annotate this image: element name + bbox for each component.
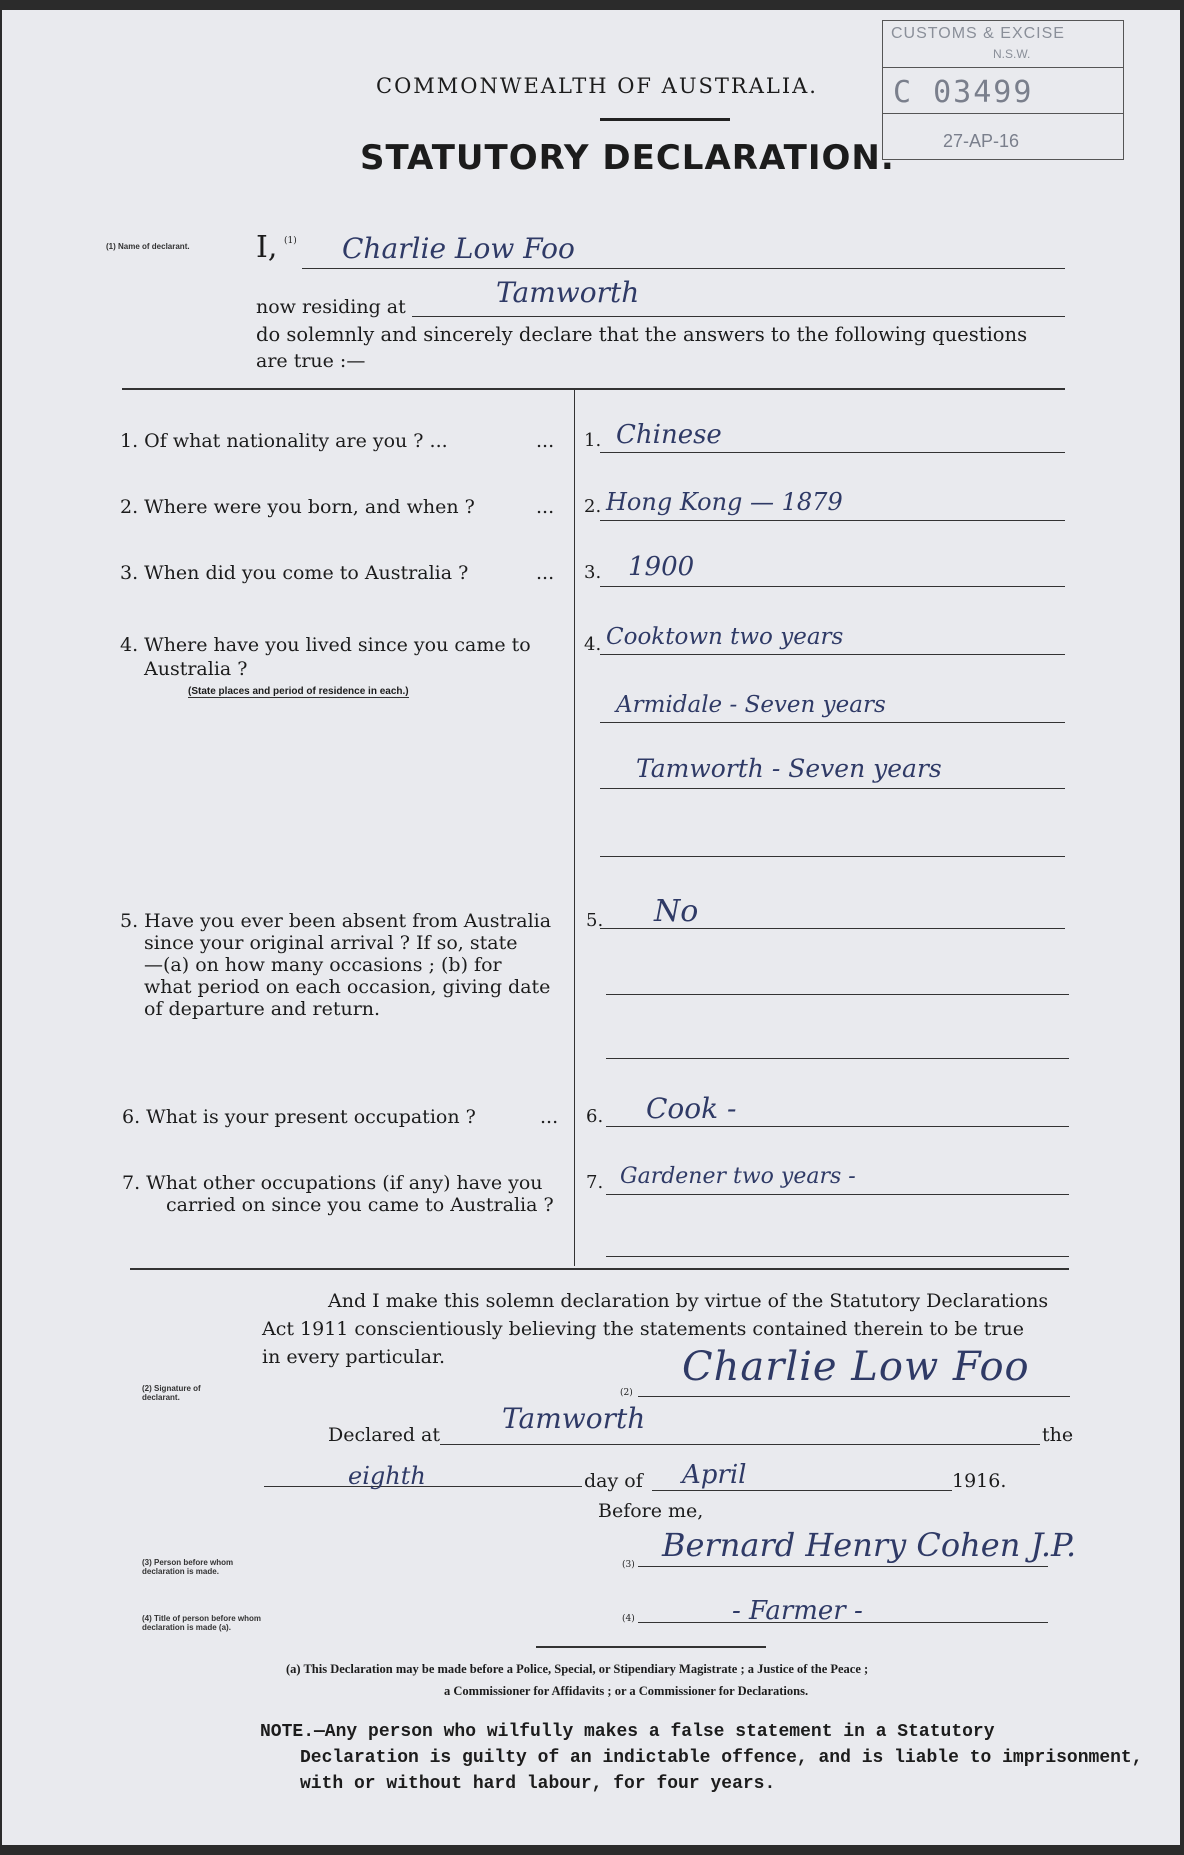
answer-3-number: 3.	[584, 562, 602, 583]
declared-month: April	[682, 1460, 747, 1490]
witness-marker: (3)	[622, 1560, 635, 1570]
day-of-label: day of	[584, 1470, 643, 1492]
customs-stamp	[882, 20, 1124, 160]
question-7: 7. What other occupations (if any) have you	[122, 1172, 543, 1194]
witness-name: Bernard Henry Cohen J.P.	[662, 1526, 1077, 1564]
margin-note-signature-text: (2) Signature of declarant.	[142, 1384, 201, 1402]
question-1-dots: ...	[536, 430, 555, 452]
question-6: 6. What is your present occupation ?	[122, 1106, 476, 1128]
answer-7: Gardener two years -	[620, 1164, 856, 1189]
answer-6: Cook -	[646, 1092, 737, 1125]
table-top-rule	[122, 388, 1065, 390]
answer-4-number: 4.	[584, 634, 602, 655]
footnote-rule	[536, 1646, 766, 1648]
stamp-number: C 03499	[893, 75, 1034, 110]
note-line-1: NOTE.—Any person who wilfully makes a false statement in a Statutory	[260, 1722, 995, 1742]
solemn-line-1: And I make this solemn declaration by virtue of the Statutory Declarations	[328, 1290, 1049, 1312]
the-label: the	[1042, 1424, 1074, 1446]
answer-2: Hong Kong — 1879	[606, 488, 843, 516]
answer-2-number: 2.	[584, 496, 602, 517]
answer-1-number: 1.	[584, 430, 602, 451]
solemn-line-3: in every particular.	[262, 1346, 446, 1368]
declared-day: eighth	[348, 1462, 426, 1490]
question-7-line-2: carried on since you came to Australia ?	[166, 1194, 554, 1216]
question-5-line-4: what period on each occasion, giving date	[144, 976, 551, 998]
declarant-name: Charlie Low Foo	[342, 232, 575, 265]
question-5: 5. Have you ever been absent from Australia	[120, 910, 552, 932]
declaration-page	[2, 10, 1180, 1845]
declare-text-2: are true :—	[256, 350, 366, 372]
margin-note-witness-text: (3) Person before whom declaration is made.	[142, 1558, 234, 1576]
question-4-note: (State places and period of residence in each.)	[188, 686, 409, 697]
table-bottom-rule	[130, 1268, 1069, 1270]
answer-6-number: 6.	[586, 1106, 604, 1127]
question-6-dots: ...	[540, 1106, 559, 1128]
margin-note-declarant: (1) Name of declarant.	[106, 242, 190, 251]
declarant-intro: I,	[256, 230, 278, 265]
declared-at-label: Declared at	[328, 1424, 441, 1446]
answer-5-number: 5.	[586, 910, 604, 931]
answer-4-line-2: Armidale - Seven years	[616, 692, 886, 718]
question-1: 1. Of what nationality are you ? ...	[120, 430, 448, 452]
stamp-line-1: CUSTOMS & EXCISE	[891, 25, 1065, 42]
question-5-line-2: since your original arrival ? If so, state	[144, 932, 518, 954]
question-4: 4. Where have you lived since you came to	[120, 634, 531, 656]
declarant-marker: (1)	[284, 236, 297, 246]
margin-note-title	[142, 1614, 262, 1632]
footnote-line-2: a Commissioner for Affidavits ; or a Commissioner for Declarations.	[444, 1684, 809, 1698]
margin-note-witness	[142, 1558, 262, 1576]
solemn-line-2: Act 1911 conscientiously believing the statements contained therein to be true	[262, 1318, 1025, 1340]
declared-place: Tamworth	[502, 1402, 646, 1435]
declarant-signature: Charlie Low Foo	[682, 1344, 1030, 1390]
residence-value: Tamworth	[496, 276, 640, 309]
residing-label: now residing at	[256, 296, 406, 318]
answer-7-number: 7.	[586, 1172, 604, 1193]
footnote-line-1: (a) This Declaration may be made before a Police, Special, or Stipendiary Magistrate ; a Justice of the Peace ;	[286, 1662, 869, 1676]
page-title: STATUTORY DECLARATION.	[360, 138, 895, 178]
declare-text-1: do solemnly and sincerely declare that the answers to the following questions	[256, 323, 1028, 346]
witness-title: - Farmer -	[732, 1596, 863, 1626]
answer-1: Chinese	[616, 420, 722, 450]
stamp-line-2: N.S.W.	[993, 47, 1031, 61]
question-3-dots: ...	[536, 562, 555, 584]
question-5-line-3: —(a) on how many occasions ; (b) for	[144, 954, 502, 976]
margin-note-signature	[142, 1384, 222, 1402]
before-me-label: Before me,	[598, 1500, 704, 1522]
answer-5: No	[654, 894, 699, 929]
declared-year: 1916.	[952, 1470, 1007, 1492]
question-2-dots: ...	[536, 496, 555, 518]
signature-marker: (2)	[620, 1388, 633, 1398]
commonwealth-heading: COMMONWEALTH OF AUSTRALIA.	[376, 74, 818, 98]
answer-4-line-3: Tamworth - Seven years	[636, 754, 942, 783]
title-marker: (4)	[622, 1614, 635, 1624]
question-2: 2. Where were you born, and when ?	[120, 496, 475, 518]
question-5-line-5: of departure and return.	[144, 998, 381, 1020]
note-line-2: Declaration is guilty of an indictable offence, and is liable to imprisonment,	[300, 1748, 1143, 1768]
note-line-3: with or without hard labour, for four years.	[300, 1774, 776, 1794]
question-4-line-2: Australia ?	[144, 658, 248, 680]
heading-divider	[600, 118, 730, 121]
answer-3: 1900	[628, 552, 695, 582]
margin-note-title-text: (4) Title of person before whom declaration is made (a).	[142, 1614, 261, 1632]
question-3: 3. When did you come to Australia ?	[120, 562, 469, 584]
answer-4-line-1: Cooktown two years	[606, 624, 844, 650]
column-divider	[574, 390, 575, 1266]
stamp-date: 27-AP-16	[943, 131, 1020, 151]
